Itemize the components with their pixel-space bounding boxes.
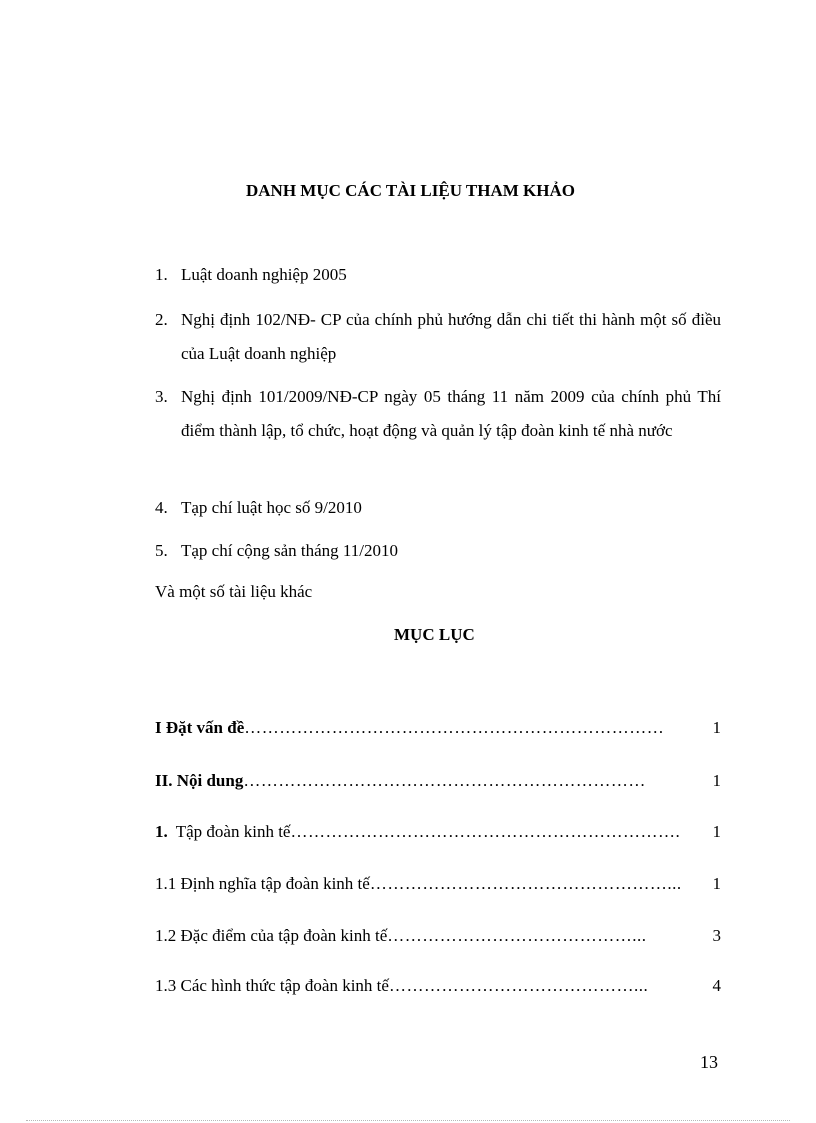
reference-number: 4. <box>155 498 168 517</box>
toc-entry-6 <box>155 975 721 997</box>
references-title: DANH MỤC CÁC TÀI LIỆU THAM KHẢO <box>246 181 576 200</box>
reference-text: Tạp chí cộng sản tháng 11/2010 <box>181 541 399 560</box>
reference-text: Luật doanh nghiệp 2005 <box>181 265 347 284</box>
reference-number: 3. <box>155 387 168 406</box>
toc-dot-leader: ……………………………………………... <box>369 874 682 893</box>
toc-page-number: 1 <box>712 874 721 893</box>
toc-entry-label: II. Nội dung <box>155 771 244 790</box>
toc-page-number: 1 <box>712 771 721 790</box>
toc-entry-prefix: 1. <box>155 822 168 841</box>
toc-entry-4 <box>155 873 721 895</box>
toc-dot-leader: …………………………………………………………. <box>290 822 681 841</box>
toc-entry-label: 1.2 Đặc điểm của tập đoàn kinh tế <box>155 926 388 945</box>
reference-item-3 <box>155 380 721 448</box>
reference-item-4 <box>155 491 721 525</box>
toc-dot-leader: ……………………………………... <box>387 926 647 945</box>
toc-entry-1 <box>155 717 721 739</box>
reference-text: Tạp chí luật học số 9/2010 <box>181 498 362 517</box>
toc-page-number: 1 <box>712 718 721 737</box>
toc-dot-leader: ……………………………………... <box>388 976 649 995</box>
reference-item-2 <box>155 303 721 371</box>
toc-page-number: 1 <box>712 822 721 841</box>
page-number: 13 <box>700 1052 718 1072</box>
toc-dot-leader: ……………………………………………………………… <box>244 718 665 737</box>
toc-page-number: 4 <box>712 976 721 995</box>
toc-page-number: 3 <box>712 926 721 945</box>
toc-entry-label: I Đặt vấn đề <box>155 718 245 737</box>
toc-entry-label: Tập đoàn kinh tế <box>175 822 291 841</box>
page-bottom-divider <box>26 1120 790 1121</box>
toc-dot-leader: …………………………………………………………… <box>243 771 646 790</box>
toc-entry-5 <box>155 925 721 947</box>
toc-entry-label: 1.1 Định nghĩa tập đoàn kinh tế <box>155 874 370 893</box>
reference-number: 5. <box>155 541 168 560</box>
toc-entry-3 <box>155 821 721 843</box>
references-closing: Và một số tài liệu khác <box>155 582 313 601</box>
reference-item-5 <box>155 534 721 568</box>
reference-number: 2. <box>155 310 168 329</box>
toc-entry-label: 1.3 Các hình thức tập đoàn kinh tế <box>155 976 389 995</box>
toc-entry-2 <box>155 770 721 792</box>
toc-title: MỤC LỤC <box>394 625 475 644</box>
reference-number: 1. <box>155 265 168 284</box>
reference-item-1 <box>155 258 721 292</box>
reference-text: Nghị định 101/2009/NĐ-CP ngày 05 tháng 11 năm 2009 của chính phủ Thí điểm thành lập, tổ chức, hoạt động và quản lý tập đoàn kinh tế nhà nước <box>181 387 721 440</box>
reference-text: Nghị định 102/NĐ- CP của chính phủ hướng dẫn chi tiết thi hành một số điều của Luật doanh nghiệp <box>181 310 721 363</box>
